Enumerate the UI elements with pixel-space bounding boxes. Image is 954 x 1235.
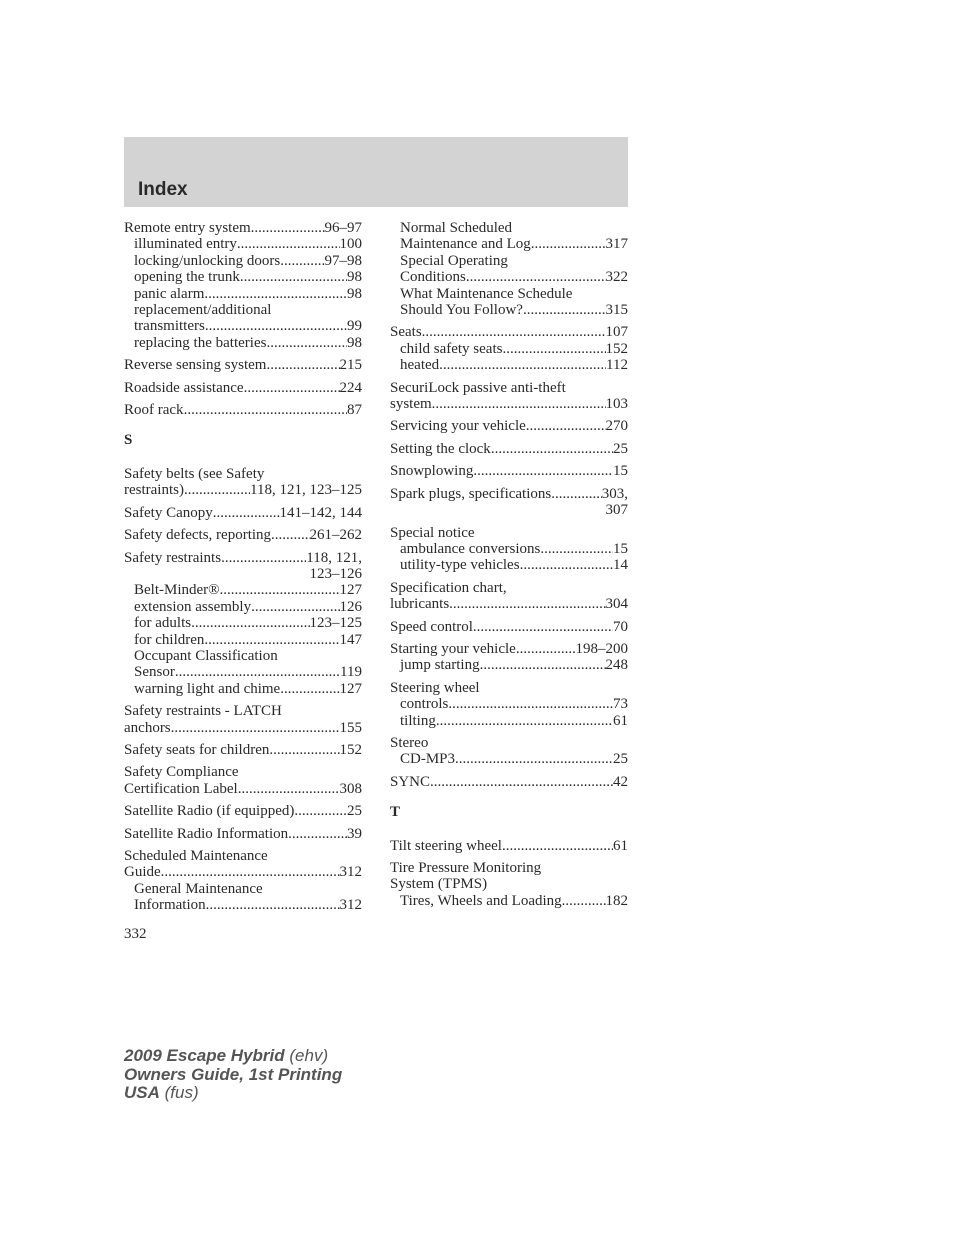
entry-term: Sensor [134, 664, 175, 681]
entry-term: Safety belts (see Safety [124, 465, 265, 482]
page-ref: 198–200 [575, 640, 628, 657]
entry-term: controls [400, 696, 449, 713]
dot-leader [240, 269, 347, 285]
dot-leader [213, 505, 280, 521]
index-subentry-line [124, 897, 362, 913]
entry-term: Seats [390, 324, 422, 341]
entry-term: Starting your vehicle [390, 640, 516, 657]
index-subentry-line [124, 269, 362, 285]
dot-leader [466, 269, 606, 285]
page-ref: 25 [613, 751, 628, 768]
index-subentry-line [124, 599, 362, 615]
index-subentry-line [390, 269, 628, 285]
dot-leader [161, 864, 340, 880]
index-subentry-line [390, 341, 628, 357]
page-ref: 14 [613, 557, 628, 574]
index-entry-line [390, 441, 628, 457]
index-entry-line [390, 396, 628, 412]
index-entry [124, 402, 362, 418]
index-entry-line [390, 680, 628, 696]
page-ref: 155 [339, 719, 362, 736]
entry-term: Special Operating [400, 252, 508, 269]
entry-term: panic alarm [134, 285, 205, 302]
index-entry [390, 525, 628, 574]
index-entry-line [390, 418, 628, 434]
index-subentry-line [124, 286, 362, 302]
dot-leader [491, 441, 613, 457]
page-ref: 97–98 [324, 252, 362, 269]
entry-term: Tire Pressure Monitoring [390, 860, 542, 876]
entry-term: restraints) [124, 482, 184, 499]
index-entry-line [390, 502, 628, 518]
index-subentry-line [124, 253, 362, 269]
index-entry [124, 826, 362, 842]
entry-term: replacement/additional [134, 302, 272, 319]
page-ref: 25 [613, 440, 628, 457]
page-ref: 25 [347, 803, 362, 820]
page-ref: 15 [613, 463, 628, 480]
entry-term: Safety restraints [124, 549, 222, 566]
dot-leader [439, 357, 606, 373]
dot-leader [204, 286, 347, 302]
page-ref: 118, 121, [306, 549, 362, 566]
dot-leader [523, 302, 606, 318]
index-entry-line [390, 596, 628, 612]
index-entry-line [390, 619, 628, 635]
index-subentry-line [390, 357, 628, 373]
index-entry [390, 380, 628, 413]
index-entry-line [124, 466, 362, 482]
index-entry-line [124, 357, 362, 373]
index-subentry-line [124, 302, 362, 318]
index-entry-line [390, 641, 628, 657]
dot-leader [244, 380, 340, 396]
index-entry [124, 803, 362, 819]
entry-term: Guide [124, 864, 161, 881]
index-entry [124, 527, 362, 543]
index-entry-line [390, 774, 628, 790]
entry-term: Tires, Wheels and Loading [400, 892, 562, 909]
entry-term: system [390, 396, 432, 413]
entry-term: Servicing your vehicle [390, 418, 526, 435]
index-subentry-line [390, 713, 628, 729]
entry-term: Safety defects, reporting [124, 527, 272, 544]
index-entry [124, 848, 362, 914]
dot-leader [562, 893, 606, 909]
entry-term: Normal Scheduled [400, 220, 513, 236]
index-entry-line [390, 580, 628, 596]
dot-leader [436, 713, 613, 729]
footer-market-code: (fus) [164, 1083, 199, 1102]
index-column-left [124, 220, 362, 920]
page-ref: 182 [605, 892, 628, 909]
dot-leader [473, 619, 613, 635]
page-ref: 123–125 [309, 615, 362, 632]
entry-term: jump starting [400, 657, 480, 674]
footer-line-2 [124, 1066, 342, 1085]
index-subentry-line [124, 632, 362, 648]
index-entry [390, 680, 628, 729]
page-ref: 39 [347, 825, 362, 842]
footer-line-3 [124, 1084, 342, 1103]
entry-term: Satellite Radio (if equipped) [124, 803, 295, 820]
entry-term: SecuriLock passive anti-theft [390, 379, 566, 396]
index-entry-line [390, 525, 628, 541]
index-entry-line [124, 402, 362, 418]
page-ref: 304 [605, 596, 628, 613]
index-entry [390, 860, 628, 909]
index-subentry-line [124, 318, 362, 334]
index-subentry-line [124, 681, 362, 697]
page-ref: 98 [347, 334, 362, 351]
entry-term: extension assembly [134, 598, 252, 615]
index-entry [390, 486, 628, 519]
index-entry-line [390, 860, 628, 876]
dot-leader [455, 751, 613, 767]
entry-term: Conditions [400, 269, 466, 286]
index-entry-line [124, 742, 362, 758]
entry-term: Certification Label [124, 780, 238, 797]
entry-term: warning light and chime [134, 680, 281, 697]
index-entry-line [124, 380, 362, 396]
page-ref: 303, [601, 485, 628, 502]
entry-term: Remote entry system [124, 220, 251, 236]
dot-leader [238, 781, 340, 797]
page-ref: 317 [605, 236, 628, 253]
entry-term: Specification chart, [390, 579, 507, 596]
page-ref: 99 [347, 318, 362, 335]
entry-term: Speed control [390, 618, 473, 635]
dot-leader [251, 220, 325, 236]
dot-leader [184, 402, 347, 418]
page-ref: 98 [347, 285, 362, 302]
page-ref: 96–97 [324, 220, 362, 236]
index-subentry-line [124, 664, 362, 680]
page-ref: 61 [613, 837, 628, 854]
index-entry [124, 742, 362, 758]
page-ref: 308 [339, 780, 362, 797]
page-ref: 100 [339, 236, 362, 253]
dot-leader [269, 742, 339, 758]
footer-printing: Owners Guide, 1st Printing [124, 1064, 343, 1084]
entry-term: Safety restraints - LATCH [124, 703, 282, 720]
entry-term: What Maintenance Schedule [400, 285, 573, 302]
page-ref-continued: 123–126 [309, 565, 362, 582]
entry-term: Setting the clock [390, 440, 491, 457]
entry-term: Snowplowing [390, 463, 474, 480]
dot-leader [473, 463, 613, 479]
page-ref: 87 [347, 402, 362, 419]
dot-leader [271, 527, 309, 543]
page-ref: 312 [339, 864, 362, 881]
page-ref: 42 [613, 773, 628, 790]
entry-term: Belt-Minder® [134, 582, 220, 599]
dot-leader [205, 318, 347, 334]
index-entry-line [124, 803, 362, 819]
entry-term: illuminated entry [134, 236, 237, 253]
entry-term: replacing the batteries [134, 334, 267, 351]
index-subentry-line [390, 286, 628, 302]
index-entry [390, 463, 628, 479]
entry-term: SYNC [390, 773, 431, 790]
dot-leader [551, 486, 602, 502]
index-subentry-line [390, 236, 628, 252]
entry-term: utility-type vehicles [400, 557, 520, 574]
page-ref: 15 [613, 540, 628, 557]
dot-leader [280, 253, 324, 269]
entry-term: Should You Follow? [400, 302, 523, 319]
dot-leader [251, 599, 339, 615]
page-ref: 270 [605, 418, 628, 435]
index-entry-line [124, 864, 362, 880]
page-ref: 315 [605, 302, 628, 319]
index-entry [390, 619, 628, 635]
dot-leader [266, 335, 347, 351]
dot-leader [502, 838, 613, 854]
dot-leader [448, 696, 613, 712]
dot-leader [516, 641, 576, 657]
page-ref: 224 [339, 379, 362, 396]
dot-leader [237, 236, 340, 252]
index-subentry-line [124, 582, 362, 598]
entry-term: Safety Canopy [124, 504, 213, 521]
entry-term: transmitters [134, 318, 205, 335]
index-entry [390, 418, 628, 434]
index-subentry-line [124, 615, 362, 631]
footer-model: 2009 Escape Hybrid [124, 1046, 285, 1065]
dot-leader [480, 657, 606, 673]
index-entry-line [390, 324, 628, 340]
page-ref-continued: 307 [605, 502, 628, 519]
page-number: 332 [124, 926, 147, 942]
index-entry-line [124, 505, 362, 521]
page-ref: 119 [340, 664, 362, 681]
page-ref: 103 [605, 396, 628, 413]
index-subentry-line [390, 696, 628, 712]
entry-term: Spark plugs, specifications [390, 485, 552, 502]
index-entry [124, 380, 362, 396]
index-entry-line [124, 703, 362, 719]
entry-term: Satellite Radio Information [124, 825, 289, 842]
page-ref: 118, 121, 123–125 [250, 482, 362, 499]
page-ref: 107 [605, 324, 628, 341]
page-ref: 312 [339, 897, 362, 914]
index-header-band [124, 137, 628, 207]
dot-leader [204, 632, 339, 648]
index-entry-line [124, 781, 362, 797]
page-ref: 322 [605, 269, 628, 286]
page-ref: 261–262 [309, 527, 362, 544]
index-subentry-line [124, 648, 362, 664]
page-ref: 112 [606, 357, 628, 374]
dot-leader [540, 541, 613, 557]
entry-term: Information [134, 897, 206, 914]
dot-leader [432, 396, 606, 412]
entry-term: Safety Compliance [124, 764, 239, 781]
index-subentry-line [390, 893, 628, 909]
dot-leader [206, 897, 340, 913]
entry-term: opening the trunk [134, 269, 240, 286]
entry-term: heated [400, 357, 440, 374]
index-subentry-line [390, 302, 628, 318]
entry-term: child safety seats [400, 340, 503, 357]
dot-leader [175, 664, 340, 680]
dot-leader [191, 615, 309, 631]
dot-leader [288, 826, 347, 842]
section-letter: T [390, 804, 401, 821]
index-entry [124, 550, 362, 698]
page-ref: 70 [613, 618, 628, 635]
entry-term: CD-MP3 [400, 751, 456, 768]
entry-term: Maintenance and Log [400, 236, 531, 253]
index-entry-line [124, 720, 362, 736]
page-ref: 141–142, 144 [279, 504, 362, 521]
index-entry-line [390, 838, 628, 854]
dot-leader [526, 418, 606, 434]
index-entry-line [390, 876, 628, 892]
index-entry [124, 466, 362, 499]
dot-leader [294, 803, 347, 819]
index-entry-line [390, 486, 628, 502]
index-subentry-line [124, 335, 362, 351]
entry-term: Scheduled Maintenance [124, 848, 268, 864]
index-entry-line [124, 550, 362, 566]
index-entry [390, 220, 628, 318]
entry-term: Occupant Classification [134, 647, 278, 664]
index-entry-line [390, 735, 628, 751]
index-entry-line [390, 380, 628, 396]
index-entry [124, 764, 362, 797]
entry-term: Roadside assistance [124, 379, 244, 396]
index-subentry-line [390, 657, 628, 673]
index-subentry-line [390, 220, 628, 236]
index-subentry-line [390, 253, 628, 269]
dot-leader [430, 774, 613, 790]
entry-term: Special notice [390, 524, 475, 541]
page-ref: 98 [347, 269, 362, 286]
entry-term: anchors [124, 719, 171, 736]
dot-leader [266, 357, 339, 373]
index-entry-line [124, 566, 362, 582]
entry-term: lubricants [390, 596, 450, 613]
index-entry-line [124, 848, 362, 864]
page-ref: 248 [605, 657, 628, 674]
entry-term: tilting [400, 712, 436, 729]
footer-model-code: (ehv) [289, 1046, 329, 1065]
page-ref: 127 [339, 680, 362, 697]
page-ref: 73 [613, 696, 628, 713]
entry-term: General Maintenance [134, 880, 263, 897]
index-entry [390, 774, 628, 790]
entry-term: ambulance conversions [400, 540, 541, 557]
index-entry-line [124, 527, 362, 543]
entry-term: locking/unlocking doors [134, 252, 281, 269]
footer-line-1 [124, 1047, 342, 1066]
entry-term: Roof rack [124, 402, 184, 419]
index-entry-line [124, 482, 362, 498]
index-column-right [390, 220, 628, 915]
page-ref: 152 [605, 340, 628, 357]
dot-leader [531, 236, 606, 252]
entry-term: System (TPMS) [390, 876, 488, 893]
index-subentry-line [390, 541, 628, 557]
index-entry [390, 641, 628, 674]
page-ref: 127 [339, 582, 362, 599]
index-entry [124, 357, 362, 373]
footer-market: USA [124, 1083, 160, 1102]
index-entry [124, 505, 362, 521]
entry-term: for adults [134, 615, 192, 632]
index-subentry-line [390, 557, 628, 573]
entry-term: Reverse sensing system [124, 357, 267, 374]
index-subentry-line [124, 881, 362, 897]
dot-leader [280, 681, 339, 697]
index-entry [124, 220, 362, 351]
index-entry [390, 324, 628, 373]
section-letter: S [124, 432, 133, 449]
dot-leader [220, 582, 340, 598]
dot-leader [449, 596, 605, 612]
page-ref: 215 [339, 357, 362, 374]
entry-term: Steering wheel [390, 679, 480, 696]
entry-term: Tilt steering wheel [390, 837, 502, 854]
page-title: Index [138, 179, 188, 200]
footer-edition-info [124, 1047, 342, 1103]
page-ref: 147 [339, 631, 362, 648]
index-entry-line [124, 220, 362, 236]
page-ref: 152 [339, 741, 362, 758]
index-entry-line [124, 764, 362, 780]
index-entry [390, 838, 628, 854]
dot-leader [502, 341, 605, 357]
index-entry-line [124, 826, 362, 842]
dot-leader [184, 482, 250, 498]
entry-term: Safety seats for children [124, 741, 270, 758]
dot-leader [171, 720, 340, 736]
page-ref: 61 [613, 712, 628, 729]
dot-leader [422, 324, 606, 340]
entry-term: for children [134, 631, 205, 648]
index-entry [124, 703, 362, 736]
index-entry [390, 441, 628, 457]
page-ref: 126 [339, 598, 362, 615]
dot-leader [520, 557, 613, 573]
index-subentry-line [390, 751, 628, 767]
index-entry-line [390, 463, 628, 479]
index-entry [390, 580, 628, 613]
dot-leader [221, 550, 306, 566]
index-subentry-line [124, 236, 362, 252]
entry-term: Stereo [390, 734, 429, 751]
index-entry [390, 735, 628, 768]
